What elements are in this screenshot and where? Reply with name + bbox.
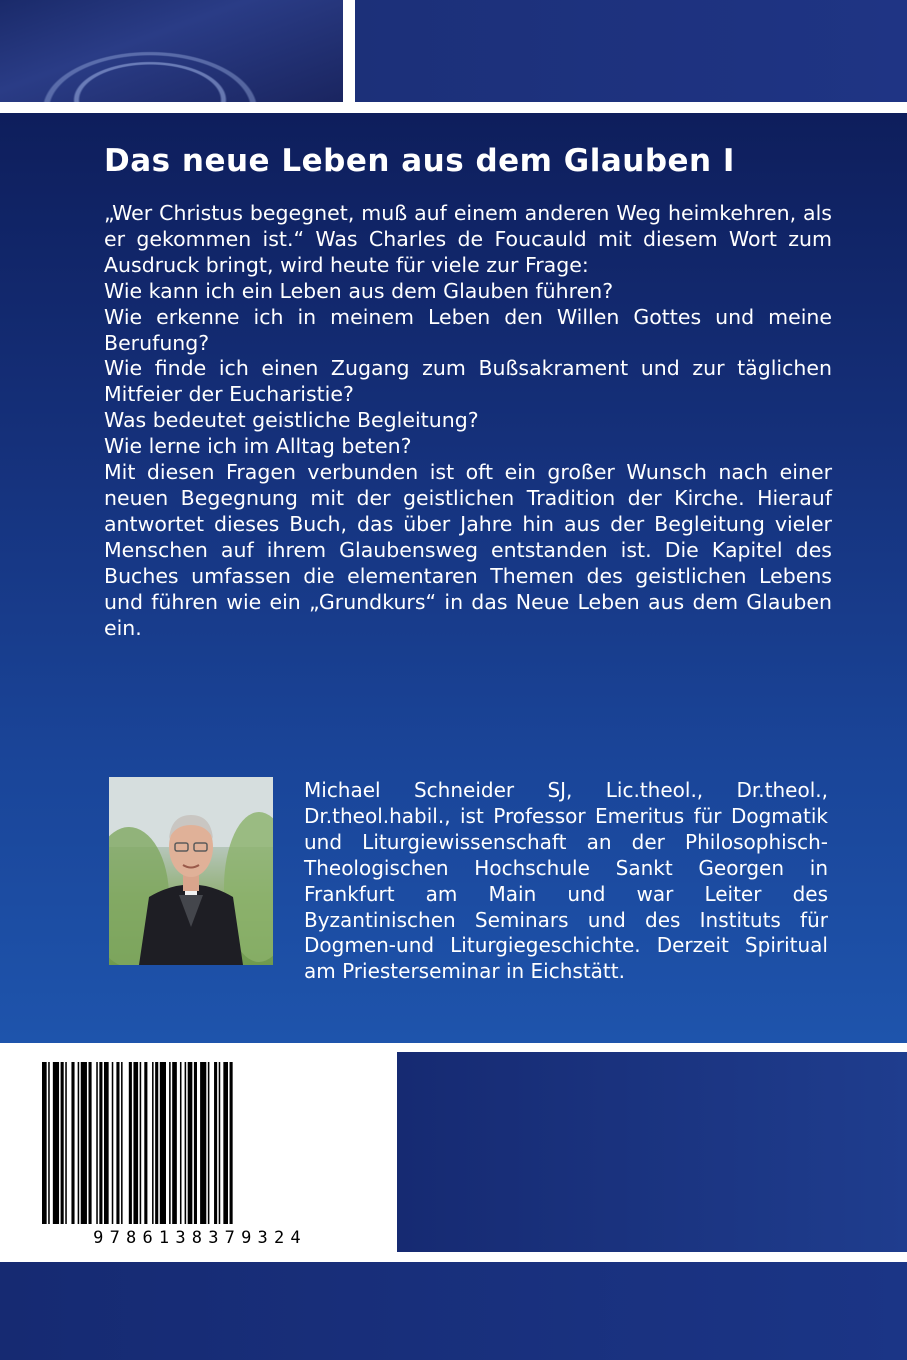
- book-blurb: [104, 201, 832, 641]
- barcode-bar: [144, 1062, 147, 1224]
- barcode-bar: [169, 1062, 171, 1224]
- barcode-bar: [214, 1062, 217, 1224]
- cover-top-color-bar: [355, 0, 907, 102]
- book-title: Das neue Leben aus dem Glauben I: [104, 143, 735, 179]
- barcode-bar: [194, 1062, 197, 1224]
- barcode-bar: [230, 1062, 233, 1224]
- barcode-bar: [152, 1062, 154, 1224]
- barcode-bar: [121, 1062, 123, 1224]
- barcode-bar: [200, 1062, 206, 1224]
- author-portrait-illustration: [109, 777, 273, 965]
- barcode-bar: [89, 1062, 92, 1224]
- author-bio: Michael Schneider SJ, Lic.theol., Dr.theol., Dr.theol.habil., ist Professor Emeritus für Dogmatik und Liturgiewissenschaft an der Philosophisch-Theologischen Hochschule Sankt Georgen in Frankfurt am Main und war Leiter des Byzantinischen Seminars und des Instituts für Dogmen-und Liturgiegeschichte. Derzeit Spiritual am Priesterseminar in Eichstätt.: [304, 778, 828, 984]
- blurb-paragraph: Wie erkenne ich in meinem Leben den Willen Gottes und meine Berufung?: [104, 304, 832, 355]
- blurb-paragraph: Wie kann ich ein Leben aus dem Glauben führen?: [104, 278, 614, 303]
- barcode-bar: [129, 1062, 132, 1224]
- blurb-paragraph: Was bedeutet geistliche Begleitung?: [104, 408, 479, 433]
- barcode-bar: [99, 1062, 102, 1224]
- barcode-bar: [223, 1062, 228, 1224]
- barcode-bar: [53, 1062, 59, 1224]
- barcode-bar: [188, 1062, 193, 1224]
- barcode-bar: [96, 1062, 98, 1224]
- barcode-bar: [42, 1062, 47, 1224]
- barcode-bar: [219, 1062, 221, 1224]
- blurb-paragraph: Wie finde ich einen Zugang zum Bußsakrament und zur täglichen Mitfeier der Eucharistie?: [104, 356, 832, 407]
- barcode-bar: [104, 1062, 109, 1224]
- cover-bottom-right-panel: [397, 1052, 907, 1252]
- barcode-bar: [65, 1062, 67, 1224]
- isbn-digits: 9786138379324: [93, 1228, 307, 1248]
- blurb-paragraph: Mit diesen Fragen verbunden ist oft ein großer Wunsch nach einer neuen Begegnung mit der geistlichen Tradition der Kirche. Hierauf antwortet dieses Buch, das über Jahre hin aus der Begleitung vieler Menschen auf ihrem Glaubensweg entstanden ist. Die Kapitel des Buches umfassen die elementaren Themen des geistlichen Lebens und führen wie ein „Grundkurs“ in das Neue Leben aus dem Glauben ein.: [104, 460, 832, 640]
- barcode-bar: [160, 1062, 166, 1224]
- barcode-bar: [185, 1062, 187, 1224]
- barcode-bar: [208, 1062, 210, 1224]
- blurb-paragraph: Wie lerne ich im Alltag beten?: [104, 434, 412, 459]
- barcode-bar: [81, 1062, 87, 1224]
- blurb-paragraph: „Wer Christus begegnet, muß auf einem anderen Weg heimkehren, als er gekommen ist.“ Was Charles de Foucauld mit diesem Wort zum Ausdruck bringt, wird heute für viele zur Frage:: [104, 201, 832, 277]
- barcode-bars: [42, 1062, 233, 1224]
- isbn-barcode: [40, 1062, 360, 1250]
- barcode-bar: [116, 1062, 119, 1224]
- barcode-bar: [61, 1062, 64, 1224]
- cover-top-architecture-image: [0, 0, 343, 102]
- barcode-bar: [133, 1062, 138, 1224]
- barcode-bar: [180, 1062, 182, 1224]
- barcode-bar: [155, 1062, 158, 1224]
- author-photo: [109, 777, 273, 965]
- barcode-bar: [48, 1062, 50, 1224]
- cover-bottom-strip: [0, 1262, 907, 1360]
- barcode-bar: [71, 1062, 74, 1224]
- barcode-bar: [140, 1062, 142, 1224]
- barcode-bar: [78, 1062, 80, 1224]
- barcode-bar: [172, 1062, 177, 1224]
- barcode-bar: [112, 1062, 114, 1224]
